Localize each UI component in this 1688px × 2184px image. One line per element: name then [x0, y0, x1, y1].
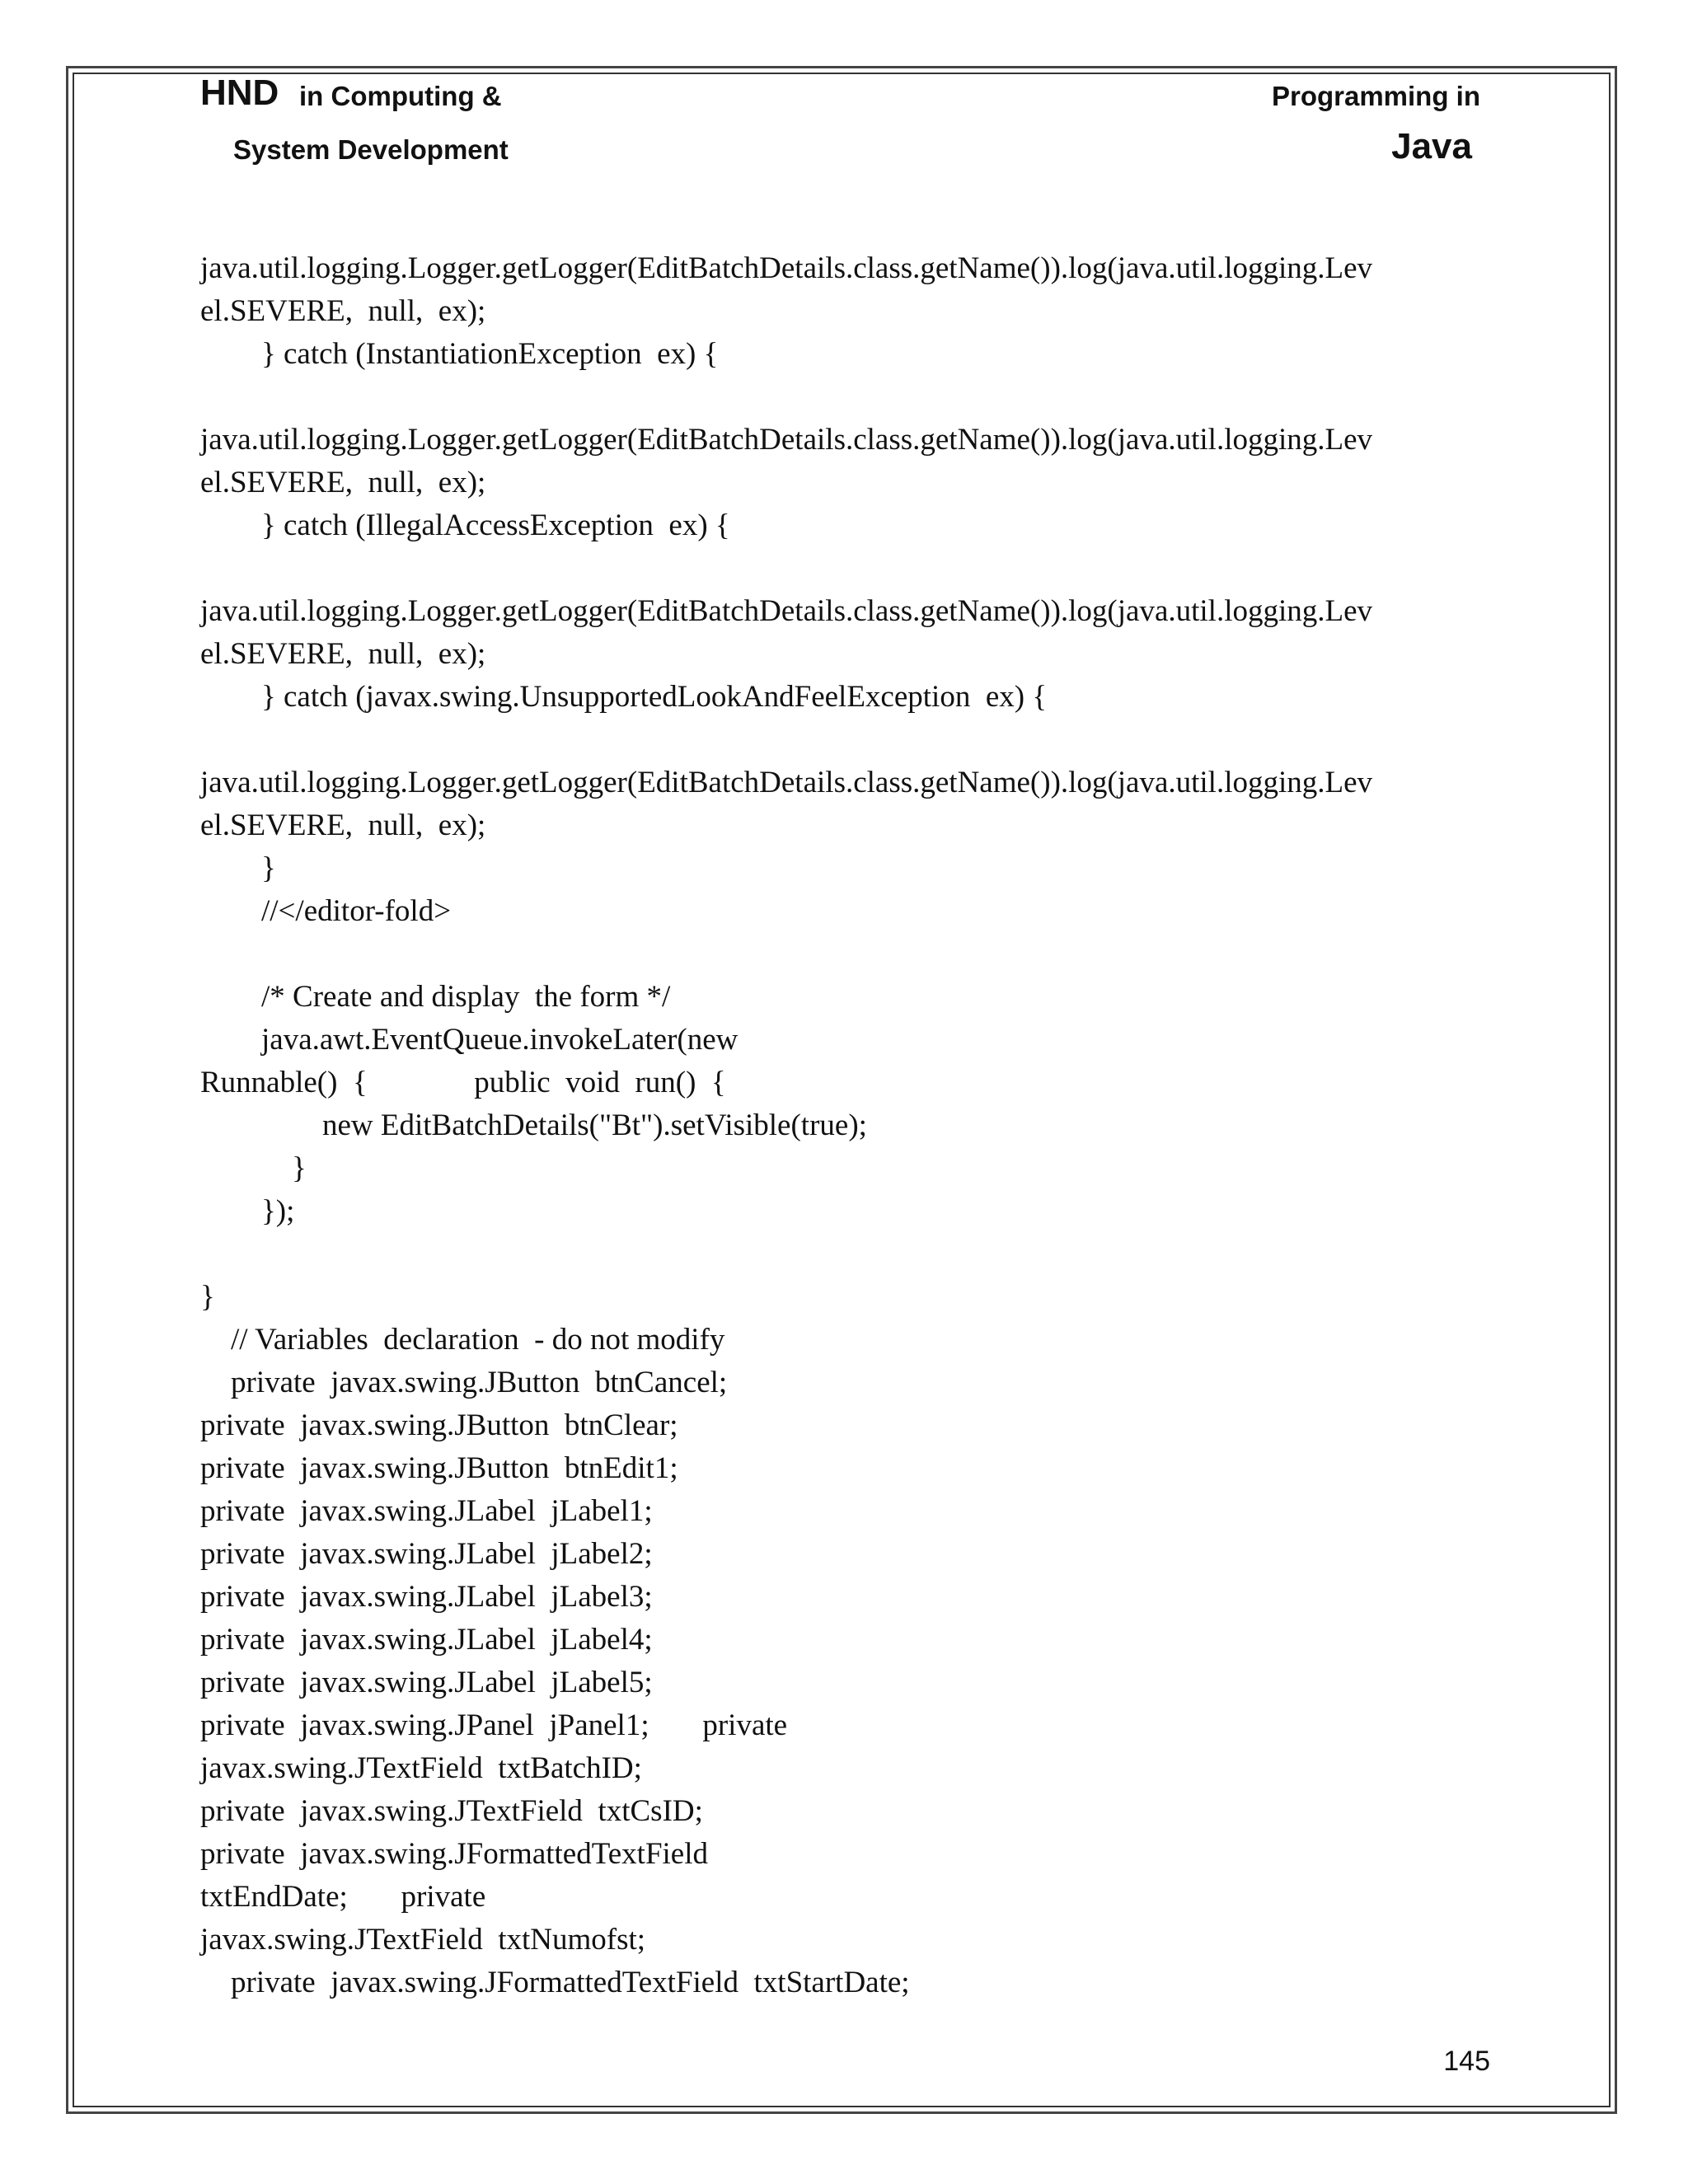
code-line: [200, 933, 1486, 976]
code-line: }: [200, 1280, 215, 1314]
header-computing: in Computing &: [299, 81, 502, 111]
code-line: private javax.swing.JButton btnEdit1;: [200, 1451, 678, 1485]
code-line: private javax.swing.JLabel jLabel1;: [200, 1494, 653, 1528]
code-line: private javax.swing.JFormattedTextField: [200, 1837, 709, 1871]
code-line: });: [200, 1194, 295, 1228]
code-line: java.util.logging.Logger.getLogger(EditBatchDetails.class.getName()).log(java.util.logging.Lev: [200, 766, 1373, 799]
code-line: } catch (InstantiationException ex) {: [200, 337, 719, 371]
code-line: private javax.swing.JLabel jLabel4;: [200, 1623, 653, 1657]
page-number: 145: [1443, 2046, 1490, 2077]
code-line: private javax.swing.JTextField txtCsID;: [200, 1794, 703, 1828]
code-line: javax.swing.JTextField txtNumofst;: [200, 1923, 646, 1957]
code-line: private javax.swing.JButton btnCancel;: [200, 1366, 728, 1399]
code-line: } catch (IllegalAccessException ex) {: [200, 509, 730, 542]
code-line: el.SEVERE, null, ex);: [200, 294, 486, 328]
code-line: [200, 547, 1486, 590]
code-line: //</editor-fold>: [200, 894, 452, 928]
code-line: txtEndDate; private: [200, 1880, 486, 1914]
code-line: javax.swing.JTextField txtBatchID;: [200, 1751, 642, 1785]
header-programming-in: Programming in: [1271, 81, 1480, 111]
code-line: java.util.logging.Logger.getLogger(EditBatchDetails.class.getName()).log(java.util.logging.Lev: [200, 251, 1373, 285]
code-line: private javax.swing.JFormattedTextField txtStartDate;: [200, 1966, 910, 1999]
code-line: private javax.swing.JLabel jLabel5;: [200, 1666, 653, 1699]
header-hnd: HND: [200, 73, 279, 113]
code-line: // Variables declaration - do not modify: [200, 1323, 725, 1357]
code-line: el.SEVERE, null, ex);: [200, 466, 486, 499]
code-line: }: [200, 1151, 307, 1185]
code-line: } catch (javax.swing.UnsupportedLookAndFeelException ex) {: [200, 680, 1048, 714]
code-listing: [200, 247, 1486, 2004]
code-line: /* Create and display the form */: [200, 980, 671, 1014]
code-line: java.util.logging.Logger.getLogger(EditBatchDetails.class.getName()).log(java.util.logging.Lev: [200, 423, 1373, 457]
code-line: el.SEVERE, null, ex);: [200, 637, 486, 671]
code-line: new EditBatchDetails("Bt").setVisible(true);: [200, 1108, 867, 1142]
code-line: el.SEVERE, null, ex);: [200, 808, 486, 842]
code-line: private javax.swing.JPanel jPanel1; private: [200, 1708, 788, 1742]
code-line: [200, 719, 1486, 762]
header-java: Java: [1391, 126, 1472, 166]
code-line: }: [200, 851, 276, 885]
code-line: java.util.logging.Logger.getLogger(EditBatchDetails.class.getName()).log(java.util.logging.Lev: [200, 594, 1373, 628]
code-line: [200, 1233, 1486, 1276]
code-line: java.awt.EventQueue.invokeLater(new: [200, 1023, 738, 1057]
code-line: private javax.swing.JButton btnClear;: [200, 1408, 678, 1442]
code-line: private javax.swing.JLabel jLabel3;: [200, 1580, 653, 1614]
code-line: private javax.swing.JLabel jLabel2;: [200, 1537, 653, 1571]
code-line: Runnable() { public void run() {: [200, 1066, 726, 1099]
code-line: [200, 376, 1486, 419]
header-system-development: System Development: [233, 134, 509, 165]
